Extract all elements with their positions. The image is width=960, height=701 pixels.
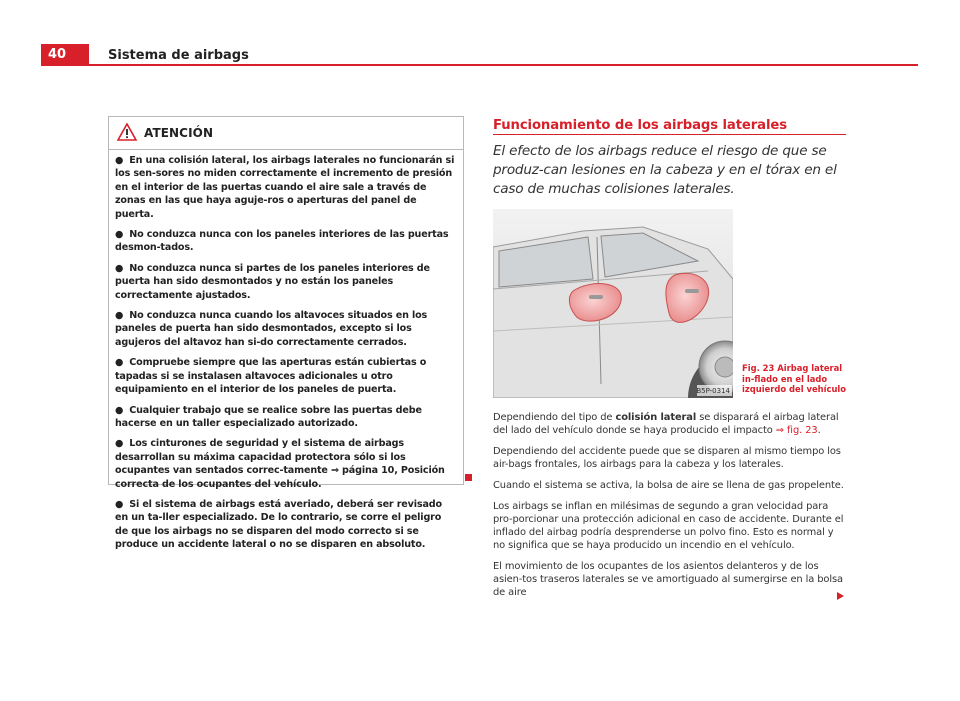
figure-caption: Fig. 23 Airbag lateral in-flado en el lado izquierdo del vehículo <box>742 363 847 395</box>
warning-item: ● No conduzca nunca si partes de los paneles interiores de puerta han sido desmontados y no están los paneles correctamente ajustados. <box>115 262 430 301</box>
warning-item: ● Los cinturones de seguridad y el sistema de airbags desarrollan su máxima capacidad protectora sólo si los ocupantes van sentados correc-tamente ⇒ página 10, Posición correcta de los ocupantes del vehículo. <box>115 438 445 490</box>
warning-header <box>109 117 463 150</box>
warning-title: ATENCIÓN <box>144 126 214 140</box>
warning-item: ● Cualquier trabajo que se realice sobre las puertas debe hacerse en un taller especializado autorizado. <box>115 404 422 429</box>
warning-item: ● No conduzca nunca cuando los altavoces situados en los paneles de puerta han sido desmontados, excepto si los agujeros del altavoz han si-do correctamente cerrados. <box>115 310 428 348</box>
body-paragraph: El movimiento de los ocupantes de los asientos delanteros y de los asien-tos traseros laterales se ve amortiguado al sumergirse en la bolsa de aire <box>493 561 844 598</box>
page-title: Sistema de airbags <box>108 48 249 63</box>
section-title: Funcionamiento de los airbags laterales <box>493 118 787 133</box>
figure-reference-link[interactable]: ⇒ fig. 23 <box>775 425 818 436</box>
end-marker <box>465 474 472 481</box>
bold-term: colisión lateral <box>615 412 697 423</box>
figure-code: B5P-0314 <box>696 387 730 395</box>
warning-box <box>108 116 464 551</box>
body-paragraph: Dependiendo del tipo de colisión lateral se disparará el airbag lateral del lado del vehículo donde se haya producido el impacto ⇒ fig. 23. <box>493 412 839 436</box>
body-paragraph: Los airbags se inflan en milésimas de segundo a gran velocidad para pro-porcionar una protección adicional en caso de accidente. Durante el inflado del airbag podría desprenderse un polvo fino. Esto es normal y no significa que se haya producido un incendio en el vehículo. <box>493 501 844 551</box>
warning-list <box>109 150 463 552</box>
header-rule <box>41 64 918 66</box>
warning-item: ● Si el sistema de airbags está averiado, deberá ser revisado en un ta-ller especializado. De lo contrario, se corre el peligro de que los airbags no se disparen del modo correcto si se produce un accidente lateral o no se disparen en absoluto. <box>115 498 442 551</box>
page-number: 40 <box>41 44 89 66</box>
warning-triangle-icon <box>117 123 137 145</box>
side-airbag-figure <box>493 209 733 398</box>
body-paragraph: Dependiendo del accidente puede que se disparen al mismo tiempo los air-bags frontales, los airbags para la cabeza y los laterales. <box>493 446 841 470</box>
warning-item: ● En una colisión lateral, los airbags laterales no funcionarán si los sen-sores no miden correctamente el incremento de presión en el interior de las puertas cuando el aire sale a través de zonas en las que haya aguje-ros o aperturas del panel de puerta. <box>115 155 455 220</box>
continue-arrow-icon <box>837 592 844 600</box>
body-text <box>493 411 848 607</box>
warning-item: ● Compruebe siempre que las aperturas están cubiertas o tapadas si se instalasen altavoces adicionales u otro equipamiento en el interior de los paneles de puerta. <box>115 357 427 396</box>
section-rule <box>493 134 846 135</box>
section-intro: El efecto de los airbags reduce el riesgo de que se produz-can lesiones en la cabeza y en el tórax en el caso de muchas colisiones laterales. <box>493 143 837 197</box>
body-paragraph: Cuando el sistema se activa, la bolsa de aire se llena de gas propelente. <box>493 480 844 491</box>
warning-item: ● No conduzca nunca con los paneles interiores de las puertas desmon-tados. <box>115 229 449 254</box>
